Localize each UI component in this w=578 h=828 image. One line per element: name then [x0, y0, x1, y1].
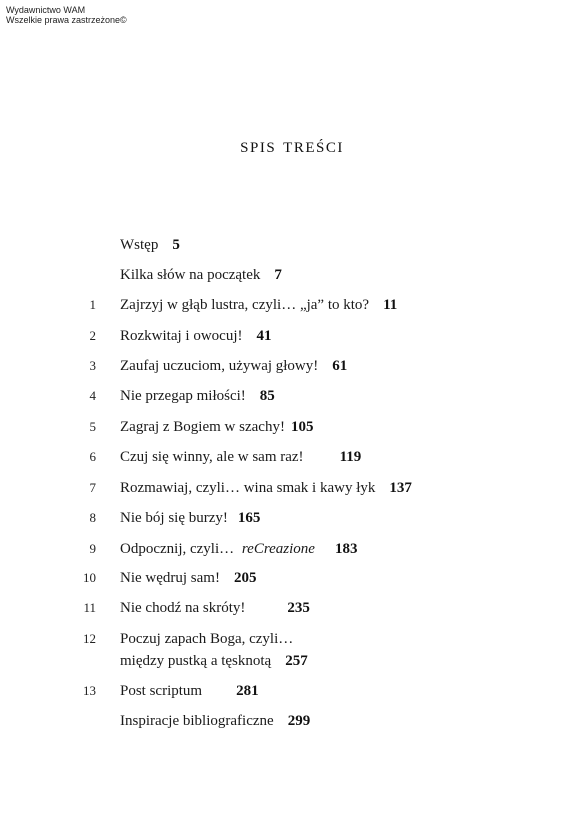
chapter-title: Nie chodź na skróty!	[120, 600, 246, 616]
publisher-name: Wydawnictwo WAM	[6, 5, 86, 15]
page-number: 7	[274, 267, 282, 283]
page-number: 41	[256, 328, 272, 344]
page-title: spis treści	[240, 132, 344, 157]
chapter-title-line2: między pustką a tęsknotą	[120, 653, 272, 669]
chapter-title: Zaufaj uczuciom, używaj głowy!	[120, 358, 319, 374]
chapter-title: Rozkwitaj i owocuj!	[120, 328, 243, 344]
chapter-title: Nie bój się burzy!	[120, 510, 228, 526]
chapter-number: 7	[89, 480, 96, 495]
chapter-number: 5	[89, 419, 96, 434]
chapter-number: 12	[83, 631, 96, 646]
chapter-title: Czuj się winny, ale w sam raz!	[120, 449, 304, 465]
chapter-number: 1	[89, 297, 96, 312]
chapter-title: Nie wędruj sam!	[120, 570, 220, 586]
chapter-number: 11	[83, 600, 96, 615]
chapter-title: Post scriptum	[120, 683, 203, 699]
chapter-number: 4	[89, 388, 96, 403]
chapter-title: Inspiracje bibliograficzne	[120, 713, 274, 729]
chapter-title-italic: reCreazione	[241, 541, 315, 557]
chapter-number: 3	[89, 358, 96, 373]
page-number: 137	[389, 480, 412, 496]
copyright-notice: Wszelkie prawa zastrzeżone©	[6, 15, 127, 25]
page-number: 299	[287, 713, 311, 729]
chapter-title: Kilka słów na początek	[120, 267, 261, 283]
page-number: 61	[332, 358, 348, 374]
chapter-title: Nie przegap miłości!	[120, 388, 246, 404]
chapter-title: Zagraj z Bogiem w szachy!	[120, 419, 285, 435]
chapter-number: 9	[89, 541, 96, 556]
chapter-number: 8	[89, 510, 96, 525]
page-number: 5	[172, 237, 180, 253]
chapter-number: 6	[89, 449, 96, 464]
chapter-title: Zajrzyj w głąb lustra, czyli… „ja” to kto?	[120, 297, 370, 313]
chapter-number: 2	[89, 328, 96, 343]
chapter-title: Odpocznij, czyli…	[120, 541, 235, 557]
chapter-number: 13	[83, 683, 96, 698]
page-number: 281	[236, 683, 259, 699]
page-number: 235	[287, 600, 310, 616]
page-number: 105	[290, 419, 314, 435]
chapter-title: Poczuj zapach Boga, czyli…	[120, 631, 294, 647]
chapter-title: Wstęp	[120, 237, 159, 253]
page-number: 165	[237, 510, 261, 526]
chapter-title: Rozmawiaj, czyli… wina smak i kawy łyk	[120, 480, 376, 496]
page-number: 85	[259, 388, 275, 404]
page-number: 119	[339, 449, 362, 465]
page-number: 205	[233, 570, 257, 586]
page-number: 257	[285, 653, 308, 669]
page-number: 11	[383, 297, 398, 313]
chapter-number: 10	[83, 570, 96, 585]
page-number: 183	[334, 541, 358, 557]
